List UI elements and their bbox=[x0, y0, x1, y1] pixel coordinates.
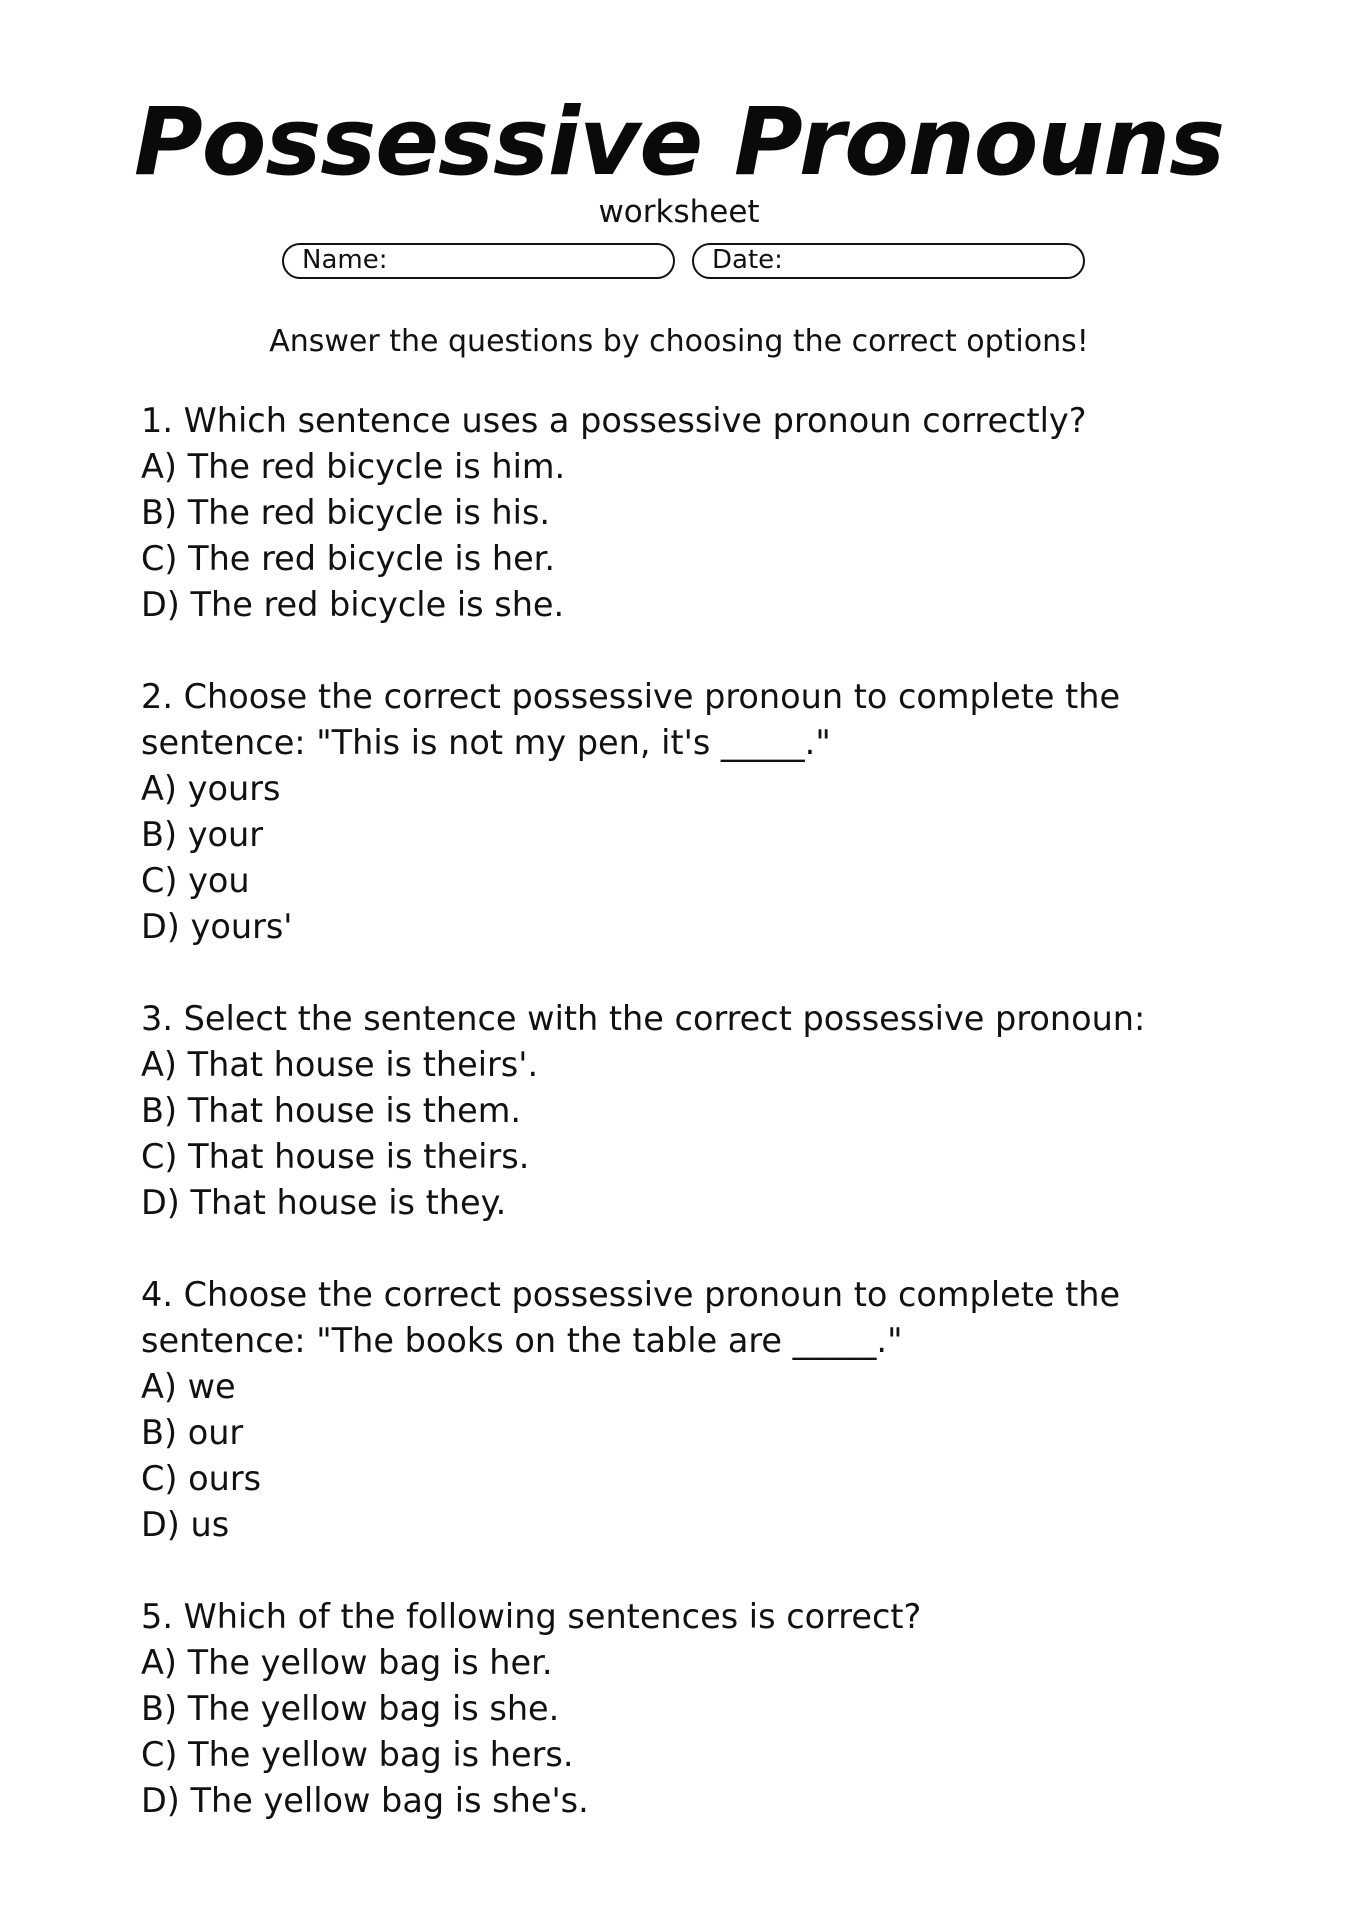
name-label: Name: bbox=[302, 245, 388, 275]
option-b[interactable]: B) That house is them. bbox=[141, 1091, 522, 1130]
name-field[interactable] bbox=[282, 243, 675, 279]
option-c[interactable]: C) you bbox=[141, 861, 250, 900]
option-d[interactable]: D) The red bicycle is she. bbox=[141, 585, 565, 624]
option-c[interactable]: C) The red bicycle is her. bbox=[141, 539, 556, 578]
questions-list bbox=[141, 398, 1241, 1870]
date-field[interactable] bbox=[692, 243, 1085, 279]
option-a[interactable]: A) yours bbox=[141, 769, 281, 808]
option-b[interactable]: B) your bbox=[141, 815, 264, 854]
option-c[interactable]: C) The yellow bag is hers. bbox=[141, 1735, 574, 1774]
question-text: 4. Choose the correct possessive pronoun to complete the sentence: "The books on the table are _____." bbox=[141, 1275, 1131, 1360]
option-a[interactable]: A) we bbox=[141, 1367, 236, 1406]
option-d[interactable]: D) The yellow bag is she's. bbox=[141, 1781, 589, 1820]
option-a[interactable]: A) The yellow bag is her. bbox=[141, 1643, 553, 1682]
option-b[interactable]: B) The yellow bag is she. bbox=[141, 1689, 560, 1728]
option-c[interactable]: C) That house is theirs. bbox=[141, 1137, 530, 1176]
question-4 bbox=[141, 1272, 1241, 1548]
date-label: Date: bbox=[712, 245, 783, 275]
question-1 bbox=[141, 398, 1241, 628]
option-b[interactable]: B) The red bicycle is his. bbox=[141, 493, 551, 532]
option-a[interactable]: A) The red bicycle is him. bbox=[141, 447, 566, 486]
option-d[interactable]: D) yours' bbox=[141, 907, 293, 946]
question-text: 5. Which of the following sentences is correct? bbox=[141, 1597, 922, 1636]
question-3 bbox=[141, 996, 1241, 1226]
option-b[interactable]: B) our bbox=[141, 1413, 244, 1452]
question-2 bbox=[141, 674, 1241, 950]
question-text: 1. Which sentence uses a possessive pronoun correctly? bbox=[141, 401, 1087, 440]
instructions-text: Answer the questions by choosing the correct options! bbox=[269, 324, 1089, 359]
option-c[interactable]: C) ours bbox=[141, 1459, 262, 1498]
worksheet-subtitle: worksheet bbox=[598, 194, 760, 230]
option-d[interactable]: D) That house is they. bbox=[141, 1183, 507, 1222]
question-text: 3. Select the sentence with the correct possessive pronoun: bbox=[141, 999, 1146, 1038]
option-a[interactable]: A) That house is theirs'. bbox=[141, 1045, 539, 1084]
worksheet-title: Possessive Pronouns bbox=[133, 88, 1225, 197]
question-5 bbox=[141, 1594, 1241, 1824]
question-text: 2. Choose the correct possessive pronoun to complete the sentence: "This is not my pen, it's _____." bbox=[141, 677, 1131, 762]
option-d[interactable]: D) us bbox=[141, 1505, 230, 1544]
